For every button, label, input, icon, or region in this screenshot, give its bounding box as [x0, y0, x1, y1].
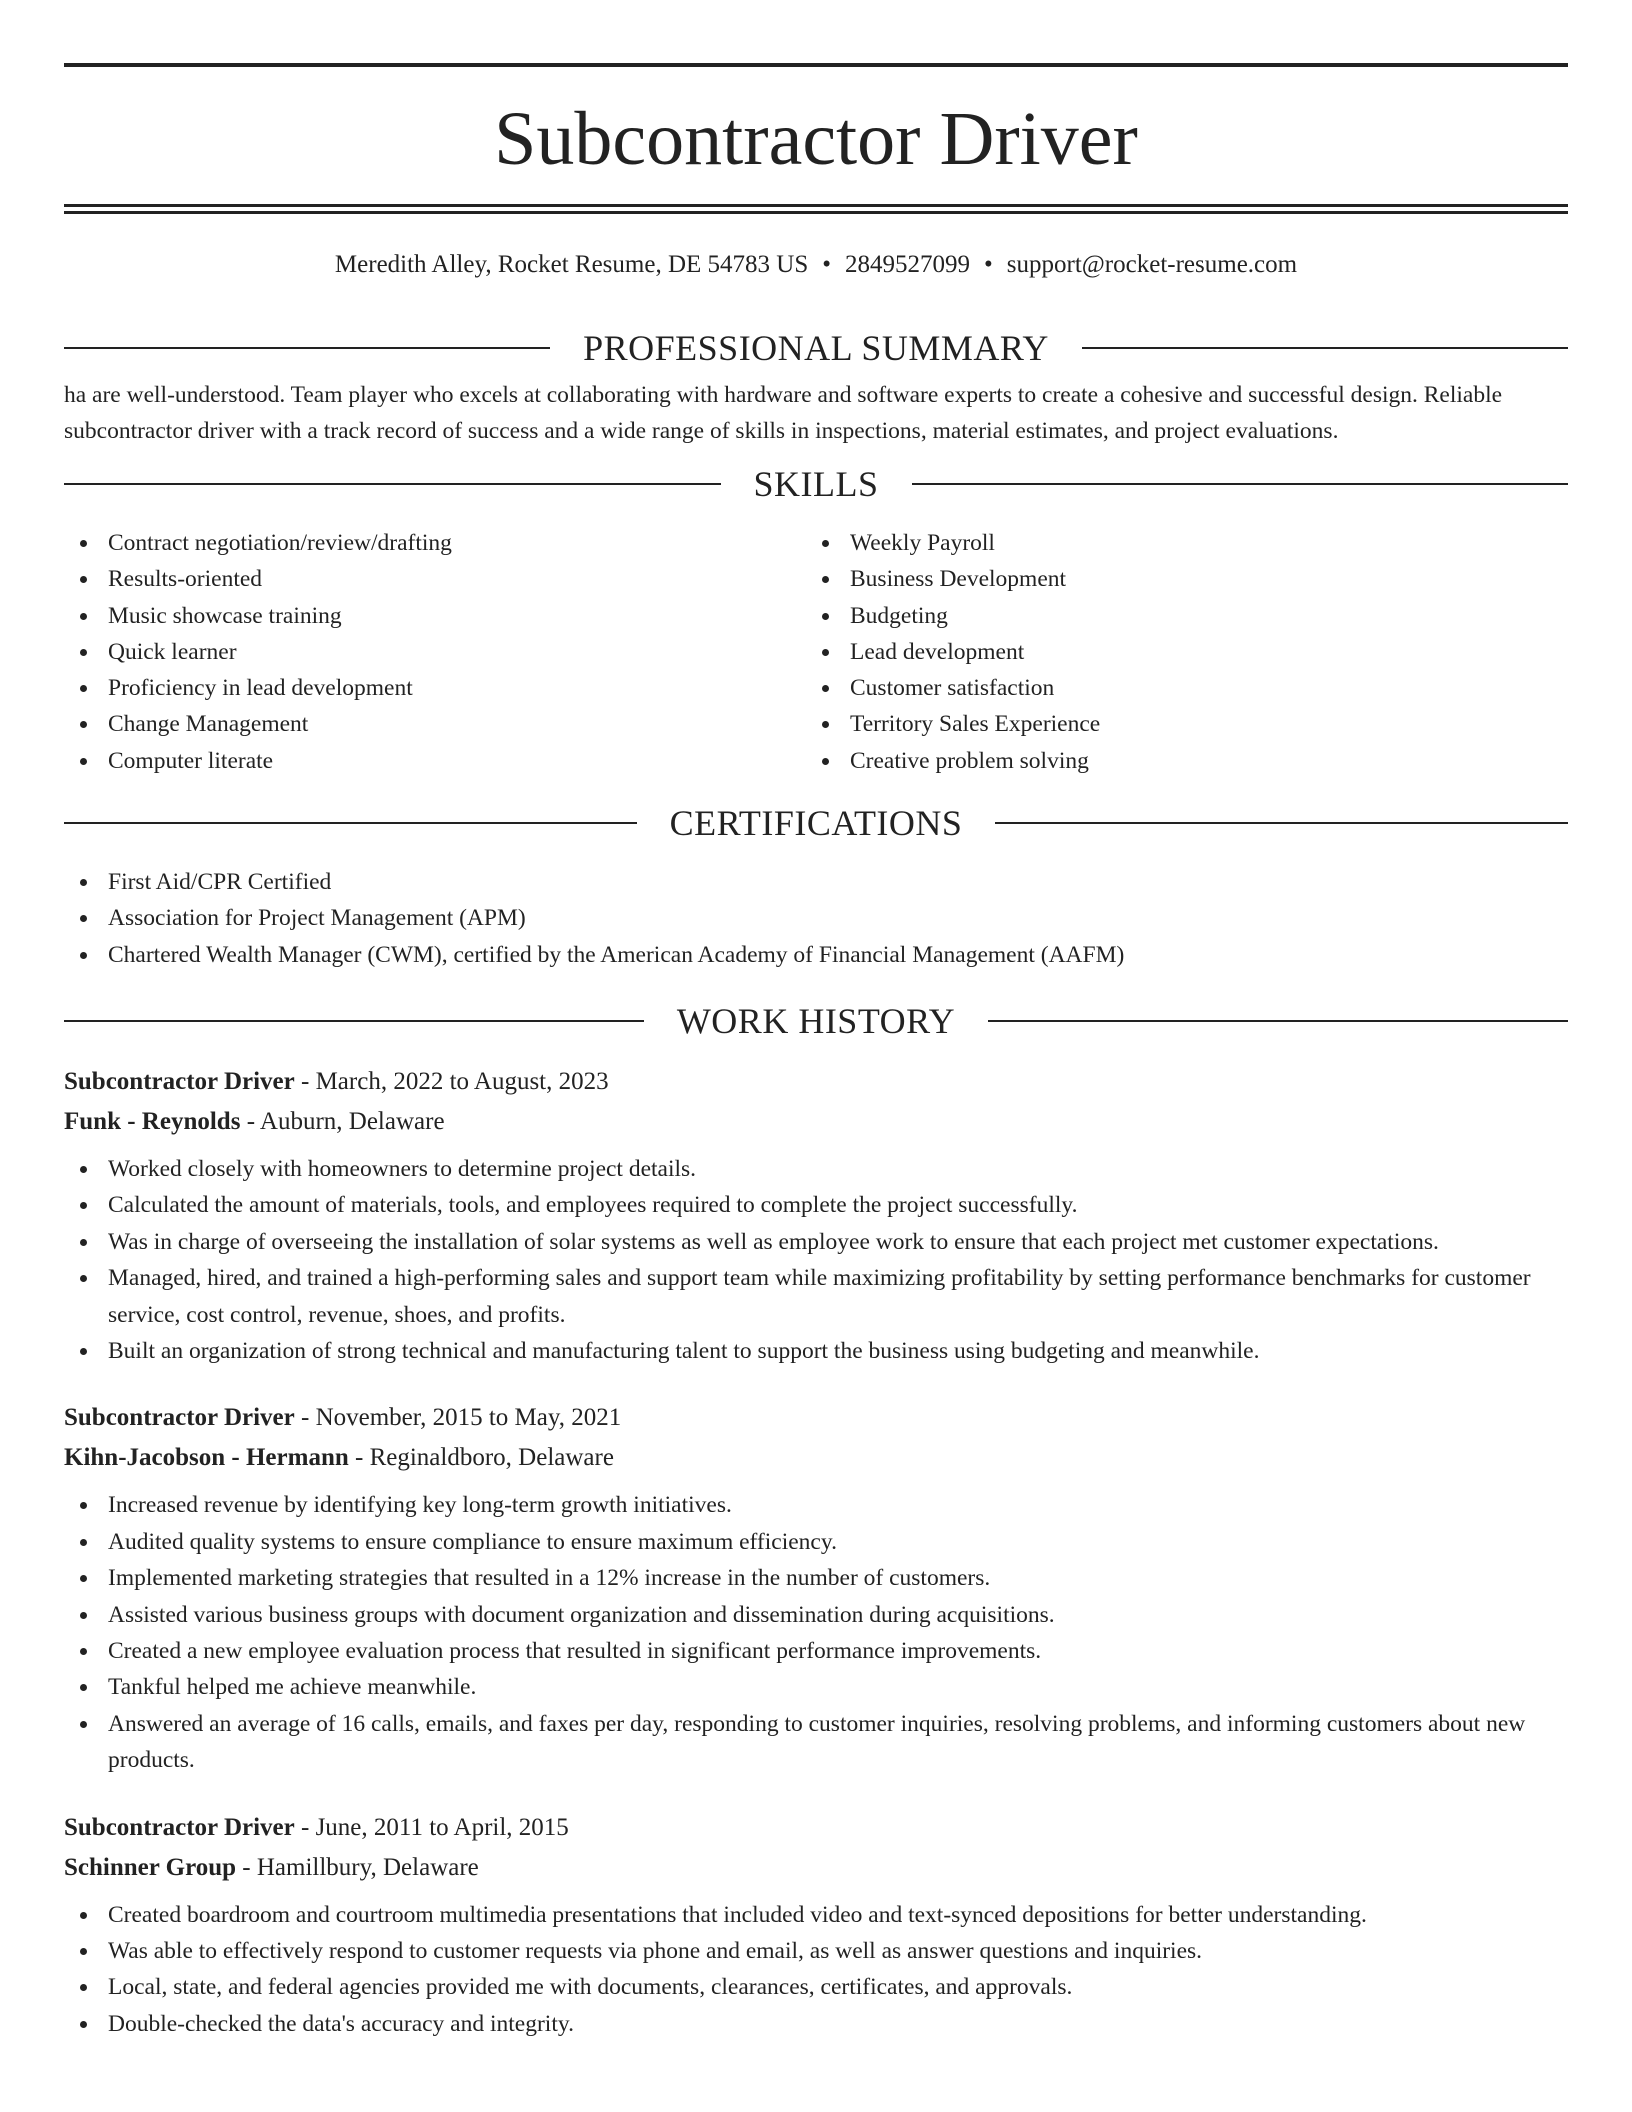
contact-email: support@rocket-resume.com — [1006, 251, 1298, 278]
job-dates: - June, 2011 to April, 2015 — [294, 1813, 569, 1841]
skill-item: Music showcase training — [64, 598, 806, 634]
job-location: - Hamillbury, Delaware — [236, 1853, 479, 1881]
job-role: Subcontractor Driver — [64, 1813, 295, 1841]
job-entry — [64, 1808, 1568, 2043]
contact-separator: • — [822, 251, 832, 278]
job-bullet-list — [64, 1487, 1568, 1778]
skill-item: Territory Sales Experience — [806, 706, 1548, 742]
job-bullet-list — [64, 1151, 1568, 1369]
job-bullet: Managed, hired, and trained a high-performing sales and support team while maximizing profitability by setting performance benchmarks for customer service, cost control, revenue, shoes, and profits. — [64, 1260, 1568, 1333]
job-entry — [64, 1062, 1568, 1369]
certifications-list — [64, 864, 1568, 973]
skill-item: Lead development — [806, 634, 1548, 670]
skill-item: Weekly Payroll — [806, 525, 1548, 561]
job-location: - Reginaldboro, Delaware — [348, 1444, 614, 1472]
job-bullet: Worked closely with homeowners to determine project details. — [64, 1151, 1568, 1187]
skills-list-right — [806, 525, 1548, 779]
resume-title: Subcontractor Driver — [494, 97, 1138, 181]
heading-rule-left — [64, 1020, 644, 1022]
skill-item: Business Development — [806, 561, 1548, 597]
skill-item: Budgeting — [806, 598, 1548, 634]
job-bullet: Tankful helped me achieve meanwhile. — [64, 1669, 1568, 1705]
job-bullet: Answered an average of 16 calls, emails, and faxes per day, responding to customer inquiries, resolving problems, and informing customers about new products. — [64, 1706, 1568, 1779]
summary-text: ha are well-understood. Team player who excels at collaborating with hardware and software experts to create a cohesive and successful design. Reliable subcontractor driver with a track record of success and a wide range of skills in inspections, material estimates, and project evaluations. — [64, 382, 1503, 444]
skill-item: Customer satisfaction — [806, 670, 1548, 706]
certification-item: Chartered Wealth Manager (CWM), certified by the American Academy of Financial Management (AAFM) — [64, 937, 1568, 973]
job-company-line — [64, 1848, 1568, 1888]
job-entry — [64, 1398, 1568, 1778]
job-company-line — [64, 1438, 1568, 1478]
skills-columns — [64, 525, 1568, 779]
heading-rule-left — [64, 483, 721, 485]
contact-address: Meredith Alley, Rocket Resume, DE 54783 US — [334, 251, 809, 278]
job-dates: - March, 2022 to August, 2023 — [294, 1067, 609, 1095]
job-bullet: Local, state, and federal agencies provided me with documents, clearances, certificates, and approvals. — [64, 1969, 1568, 2005]
work-history-heading — [64, 1001, 1568, 1041]
skills-heading — [64, 464, 1568, 504]
heading-rule-left — [64, 822, 637, 824]
certifications-heading — [64, 803, 1568, 843]
contact-phone: 2849527099 — [845, 251, 971, 278]
heading-rule-right — [995, 822, 1568, 824]
job-dates: - November, 2015 to May, 2021 — [294, 1404, 622, 1432]
job-role: Subcontractor Driver — [64, 1067, 295, 1095]
skill-item: Proficiency in lead development — [64, 670, 806, 706]
job-bullet: Assisted various business groups with document organization and dissemination during acquisitions. — [64, 1597, 1568, 1633]
skill-item: Contract negotiation/review/drafting — [64, 525, 806, 561]
job-company: Funk - Reynolds — [64, 1107, 241, 1135]
skills-heading-label: SKILLS — [753, 464, 879, 504]
job-company: Schinner Group — [64, 1853, 237, 1881]
job-bullet: Implemented marketing strategies that resulted in a 12% increase in the number of customers. — [64, 1560, 1568, 1596]
job-role: Subcontractor Driver — [64, 1404, 295, 1432]
job-title-line — [64, 1398, 1568, 1438]
job-bullet: Was able to effectively respond to customer requests via phone and email, as well as answer questions and inquiries. — [64, 1933, 1568, 1969]
job-bullet: Built an organization of strong technical and manufacturing talent to support the business using budgeting and meanwhile. — [64, 1333, 1568, 1369]
skill-item: Change Management — [64, 706, 806, 742]
contact-separator: • — [984, 251, 993, 278]
skill-item: Results-oriented — [64, 561, 806, 597]
skill-item: Computer literate — [64, 743, 806, 779]
job-bullet: Created a new employee evaluation process that resulted in significant performance improvements. — [64, 1633, 1568, 1669]
skills-list-left — [64, 525, 806, 779]
job-bullet: Double-checked the data's accuracy and integrity. — [64, 2006, 1568, 2042]
certification-item: Association for Project Management (APM) — [64, 900, 1568, 936]
certification-item: First Aid/CPR Certified — [64, 864, 1568, 900]
skill-item: Quick learner — [64, 634, 806, 670]
summary-heading — [64, 328, 1568, 368]
title-double-rule — [64, 204, 1568, 214]
job-bullet: Calculated the amount of materials, tools, and employees required to complete the project successfully. — [64, 1187, 1568, 1223]
job-title-line — [64, 1062, 1568, 1102]
resume-page — [64, 63, 1568, 2042]
heading-rule-left — [64, 347, 550, 349]
work-history-heading-label: WORK HISTORY — [676, 1000, 956, 1041]
job-bullet: Was in charge of overseeing the installation of solar systems as well as employee work to ensure that each project met customer expectations. — [64, 1224, 1568, 1260]
job-bullet: Created boardroom and courtroom multimedia presentations that included video and text-synced depositions for better understanding. — [64, 1897, 1568, 1933]
job-bullet-list — [64, 1897, 1568, 2043]
job-company-line — [64, 1102, 1568, 1142]
job-location: - Auburn, Delaware — [240, 1107, 445, 1135]
job-bullet: Audited quality systems to ensure compliance to ensure maximum efficiency. — [64, 1524, 1568, 1560]
top-rule — [64, 63, 1568, 67]
certifications-heading-label: CERTIFICATIONS — [669, 803, 963, 844]
skill-item: Creative problem solving — [806, 743, 1548, 779]
job-company: Kihn-Jacobson - Hermann — [64, 1444, 349, 1472]
summary-heading-label: PROFESSIONAL SUMMARY — [583, 328, 1049, 368]
heading-rule-right — [988, 1020, 1568, 1022]
job-title-line — [64, 1808, 1568, 1848]
contact-line — [64, 250, 1568, 280]
heading-rule-right — [912, 483, 1569, 485]
heading-rule-right — [1082, 347, 1568, 349]
job-bullet: Increased revenue by identifying key long-term growth initiatives. — [64, 1487, 1568, 1523]
